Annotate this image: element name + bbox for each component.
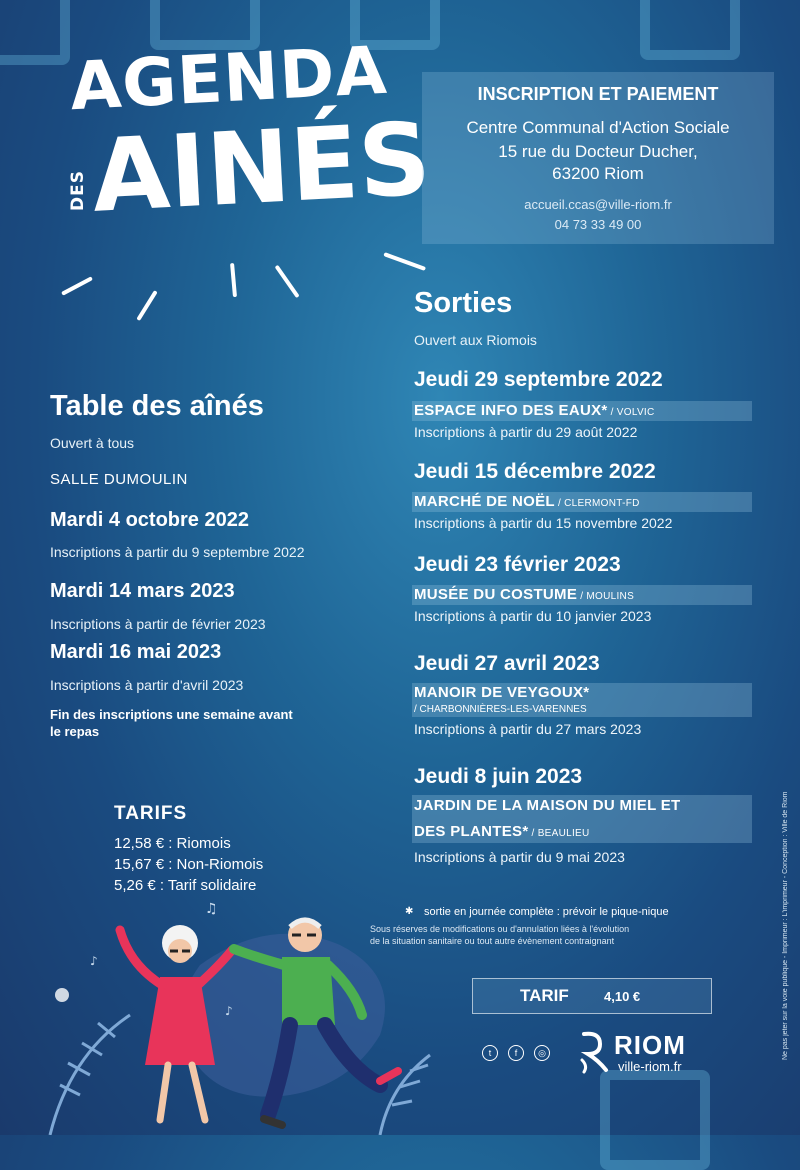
sortie-date: Jeudi 27 avril 2023 — [414, 652, 600, 675]
sortie-place: MARCHÉ DE NOËL / CLERMONT-FD — [414, 493, 640, 510]
table-heading: Table des aînés — [50, 390, 264, 422]
sortie-insc: Inscriptions à partir du 29 août 2022 — [414, 424, 638, 440]
sortie-insc: Inscriptions à partir du 10 janvier 2023 — [414, 608, 652, 624]
instagram-icon[interactable]: ◎ — [534, 1045, 550, 1061]
note-reserve: Sous réserves de modifications ou d'annulation liées à l'évolution — [370, 924, 630, 934]
table-event-insc: Inscriptions à partir du 9 septembre 2022 — [50, 544, 305, 560]
sortie-place: MUSÉE DU COSTUME / MOULINS — [414, 586, 635, 603]
sorties-open: Ouvert aux Riomois — [414, 332, 537, 348]
title-des: DES — [68, 170, 88, 211]
tarifs-heading: TARIFS — [114, 803, 188, 824]
sunburst-ray — [61, 276, 93, 295]
sortie-place: MANOIR DE VEYGOUX* — [414, 684, 590, 701]
title-agenda: AGENDA — [68, 31, 390, 126]
tarif-line: 15,67 € : Non-Riomois — [114, 856, 264, 873]
print-credit: Ne pas jeter sur la voie publique - Imprimeur : L'imprimeur - Conception : Ville de Riom — [782, 791, 789, 1060]
sunburst-ray — [136, 290, 157, 321]
inscription-street: 15 rue du Docteur Ducher, — [498, 142, 698, 161]
brand-url[interactable]: ville-riom.fr — [618, 1059, 682, 1074]
sortie-insc: Inscriptions à partir du 9 mai 2023 — [414, 849, 625, 865]
inscription-city: 63200 Riom — [552, 164, 644, 183]
note-reserve: de la situation sanitaire ou tout autre évènement contraignant — [370, 936, 615, 946]
sortie-place: JARDIN DE LA MAISON DU MIEL ET — [414, 797, 681, 814]
table-open: Ouvert à tous — [50, 435, 135, 451]
inscription-phone[interactable]: 04 73 33 49 00 — [554, 217, 642, 232]
tarif-label: TARIF — [520, 986, 569, 1005]
table-end-note: Fin des inscriptions une semaine avant — [50, 707, 293, 722]
sortie-place: DES PLANTES* / BEAULIEU — [414, 823, 590, 840]
twitter-icon[interactable]: t — [482, 1045, 498, 1061]
sortie-date: Jeudi 29 septembre 2022 — [414, 368, 663, 391]
riom-logo-icon — [578, 1030, 612, 1074]
tarif-box — [472, 978, 712, 1014]
sortie-date: Jeudi 23 février 2023 — [414, 553, 621, 576]
decorative-square — [0, 0, 70, 65]
table-event-date: Mardi 14 mars 2023 — [50, 580, 235, 602]
sortie-insc: Inscriptions à partir du 15 novembre 2022 — [414, 515, 673, 531]
tarif-price: 4,10 € — [604, 989, 641, 1004]
sunburst-ray — [383, 252, 426, 271]
table-end-note: le repas — [50, 724, 100, 739]
sortie-date: Jeudi 8 juin 2023 — [414, 765, 583, 788]
svg-text:♫: ♫ — [205, 901, 218, 917]
table-event-insc: Inscriptions à partir d'avril 2023 — [50, 677, 244, 693]
sortie-insc: Inscriptions à partir du 27 mars 2023 — [414, 721, 642, 737]
note-star: sortie en journée complète : prévoir le pique-nique — [424, 906, 669, 918]
sortie-date: Jeudi 15 décembre 2022 — [414, 460, 656, 483]
title-aines: AINÉS — [89, 100, 434, 235]
sunburst-ray — [275, 265, 300, 298]
table-event-date: Mardi 4 octobre 2022 — [50, 509, 249, 531]
tarif-line: 12,58 € : Riomois — [114, 835, 231, 852]
decorative-square — [640, 0, 740, 60]
svg-text:♪: ♪ — [90, 954, 98, 968]
tarif-line: 5,26 € : Tarif solidaire — [114, 877, 257, 894]
table-event-date: Mardi 16 mai 2023 — [50, 641, 222, 663]
table-event-insc: Inscriptions à partir de février 2023 — [50, 616, 266, 632]
decorative-square — [600, 1070, 710, 1170]
inscription-email[interactable]: accueil.ccas@ville-riom.fr — [524, 197, 672, 212]
facebook-icon[interactable]: f — [508, 1045, 524, 1061]
inscription-org: Centre Communal d'Action Sociale — [466, 118, 730, 137]
sortie-location: / CHARBONNIÈRES-LES-VARENNES — [414, 704, 587, 715]
sorties-heading: Sorties — [414, 287, 513, 319]
inscription-title: INSCRIPTION ET PAIEMENT — [477, 84, 719, 104]
sunburst-ray — [230, 263, 237, 297]
svg-text:♪: ♪ — [225, 1004, 233, 1018]
star-icon: ✱ — [405, 906, 414, 917]
table-venue: SALLE DUMOULIN — [50, 471, 188, 488]
brand-name: RIOM — [614, 1030, 686, 1060]
dancing-couple-illustration — [20, 895, 440, 1135]
sortie-place: ESPACE INFO DES EAUX* / VOLVIC — [414, 402, 655, 419]
